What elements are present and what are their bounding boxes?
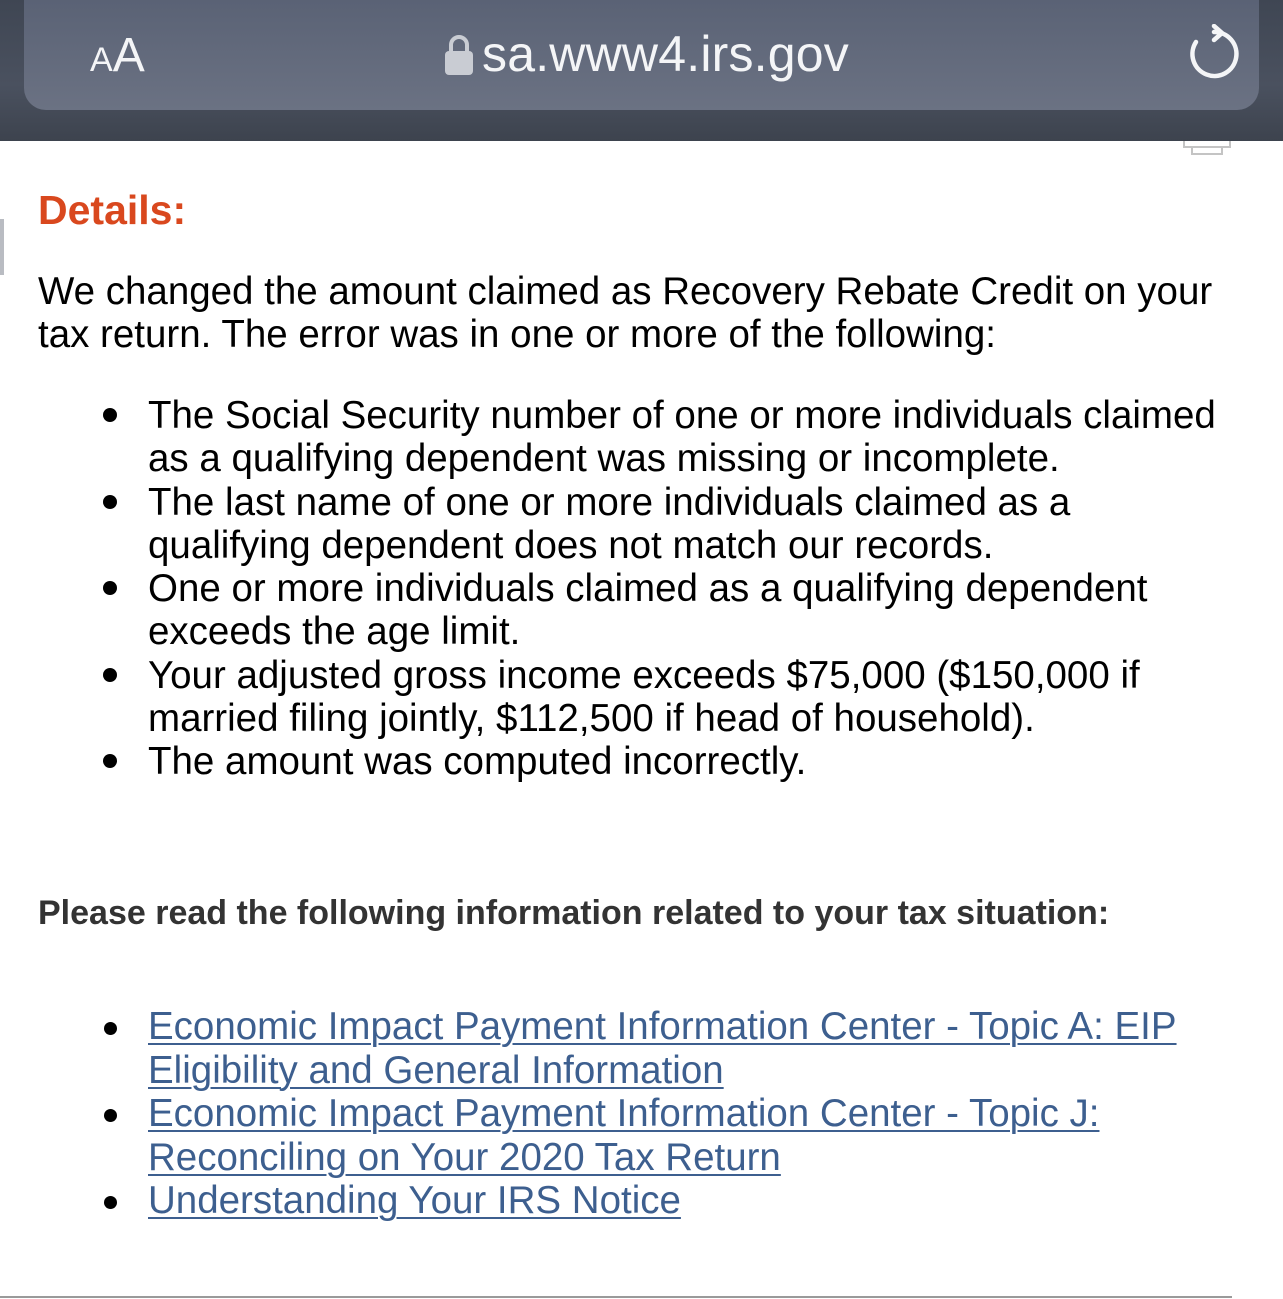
url-text[interactable]: sa.www4.irs.gov — [482, 26, 849, 82]
bullet-icon — [103, 668, 117, 682]
reason-text: Your adjusted gross income exceeds $75,000 ($150,000 if married filing jointly, $112,500 if head of household). — [148, 653, 1140, 741]
related-links-list — [38, 1005, 1238, 1223]
link-eip-topic-a[interactable]: Economic Impact Payment Information Center - Topic A: EIP Eligibility and General Information — [148, 1005, 1177, 1092]
list-item — [38, 654, 1238, 741]
list-item — [38, 740, 1238, 783]
url-display[interactable] — [444, 24, 849, 84]
list-item — [38, 394, 1238, 481]
text-size-small-glyph: A — [90, 41, 113, 79]
browser-toolbar — [0, 0, 1283, 141]
bullet-icon — [104, 1109, 117, 1122]
divider — [0, 1296, 1232, 1298]
reload-icon[interactable] — [1184, 24, 1244, 84]
bullet-icon — [103, 408, 117, 422]
list-item — [38, 567, 1238, 654]
address-bar[interactable] — [24, 0, 1259, 110]
lock-icon — [444, 32, 474, 76]
list-item — [38, 1005, 1238, 1092]
list-item — [38, 1179, 1238, 1223]
reason-text: The amount was computed incorrectly. — [148, 740, 807, 784]
reason-text: One or more individuals claimed as a qualifying dependent exceeds the age limit. — [148, 567, 1148, 654]
info-heading: Please read the following information related to your tax situation: — [38, 894, 1110, 932]
bullet-icon — [103, 581, 117, 595]
reasons-list — [38, 394, 1238, 784]
details-heading: Details: — [38, 187, 187, 233]
text-size-button[interactable] — [90, 30, 145, 80]
bullet-icon — [104, 1022, 117, 1035]
link-understanding-notice[interactable]: Understanding Your IRS Notice — [148, 1179, 681, 1222]
scroll-indicator — [0, 219, 4, 275]
list-item — [38, 1092, 1238, 1179]
list-item — [38, 481, 1238, 568]
reason-text: The Social Security number of one or more individuals claimed as a qualifying dependent was missing or incomplete. — [148, 394, 1216, 481]
print-icon[interactable] — [1182, 141, 1232, 155]
bullet-icon — [103, 754, 117, 768]
bullet-icon — [103, 495, 117, 509]
link-eip-topic-j[interactable]: Economic Impact Payment Information Center - Topic J: Reconciling on Your 2020 Tax Return — [148, 1092, 1100, 1179]
intro-paragraph: We changed the amount claimed as Recovery Rebate Credit on your tax return. The error was in one or more of the following: — [38, 270, 1213, 356]
reason-text: The last name of one or more individuals claimed as a qualifying dependent does not match our records. — [148, 480, 1071, 567]
bullet-icon — [104, 1196, 117, 1209]
text-size-large-glyph: A — [112, 29, 145, 82]
